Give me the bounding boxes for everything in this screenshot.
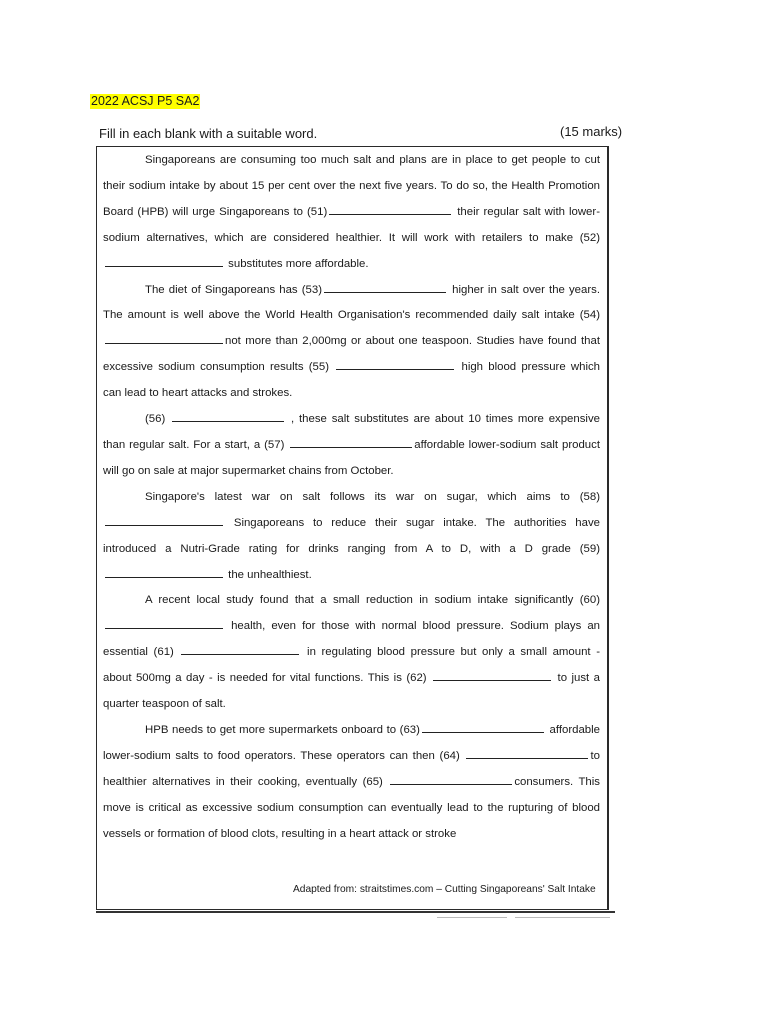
marks-label: (15 marks) xyxy=(560,124,623,139)
passage-text: substitutes more affordable. xyxy=(228,257,369,270)
blank-53[interactable] xyxy=(324,280,446,293)
blank-57[interactable] xyxy=(290,435,412,448)
paragraph-3 xyxy=(103,407,600,485)
paragraph-1 xyxy=(103,148,600,278)
passage-text: in regulating blood pressure but only a small amount - about 500mg a day - is needed for vital functions. This is (62) xyxy=(103,646,600,685)
blank-62[interactable] xyxy=(433,668,551,681)
passage-text: Singaporeans are consuming too much salt and plans are in place to get people to cut their sodium intake by about 15 per cent over the next five years. To do so, the Health Promotion Board (HPB) will urge Singaporeans to (51) xyxy=(103,154,600,218)
passage-text: affordable lower-sodium salts to food operators. These operators can then (64) xyxy=(103,723,600,762)
blank-64[interactable] xyxy=(466,746,588,759)
passage-text: their regular salt with lower-sodium alternatives, which are considered healthier. It will work with retailers to make (52) xyxy=(103,205,600,244)
passage-text: health, even for those with normal blood pressure. Sodium plays an essential (61) xyxy=(103,620,600,659)
paragraph-2 xyxy=(103,278,600,408)
instruction-text: Fill in each blank with a suitable word. xyxy=(99,126,318,141)
passage-text: The diet of Singaporeans has (53) xyxy=(145,283,323,296)
blank-63[interactable] xyxy=(422,720,544,733)
blank-55[interactable] xyxy=(336,357,454,370)
passage-text: higher in salt over the years. The amount is well above the World Health Organisation's recommended daily salt intake (54) xyxy=(103,283,601,322)
passage-text: (56) xyxy=(145,413,166,426)
passage-text: to healthier alternatives in their cooking, eventually (65) xyxy=(103,749,600,788)
passage-text: HPB needs to get more supermarkets onboard to (63) xyxy=(145,723,420,736)
blank-65[interactable] xyxy=(390,772,512,785)
passage-text: , these salt substitutes are about 10 times more expensive than regular salt. For a start, a (57) xyxy=(103,413,600,451)
passage-text: to just a quarter teaspoon of salt. xyxy=(103,672,601,711)
cloze-passage xyxy=(103,148,600,847)
blank-54[interactable] xyxy=(105,331,223,344)
passage-text: A recent local study found that a small reduction in sodium intake significantly (60) xyxy=(145,594,600,607)
passage-text: the unhealthiest. xyxy=(228,568,312,581)
blank-51[interactable] xyxy=(329,202,451,215)
passage-text: not more than 2,000mg or about one teaspoon. Studies have found that excessive sodium consumption results (55) xyxy=(103,335,600,374)
passage-text: Singapore's latest war on salt follows its war on sugar, which aims to (58) xyxy=(145,490,600,503)
blank-60[interactable] xyxy=(105,616,223,629)
blank-58[interactable] xyxy=(105,513,223,526)
bottom-divider xyxy=(96,911,615,913)
scan-artifact xyxy=(437,917,507,918)
passage-text: consumers. This move is critical as excessive sodium consumption can eventually lead to the rupturing of blood vessels or formation of blood clots, resulting in a heart attack or stroke xyxy=(103,775,600,840)
scan-artifact xyxy=(515,917,610,918)
blank-61[interactable] xyxy=(181,642,299,655)
passage-text: Singaporeans to reduce their sugar intake. The authorities have introduced a Nutri-Grade rating for drinks ranging from A to D, with a D grade (59) xyxy=(103,516,600,555)
paragraph-5 xyxy=(103,588,600,718)
passage-text: high blood pressure which can lead to heart attacks and strokes. xyxy=(103,361,600,400)
blank-52[interactable] xyxy=(105,254,223,267)
passage-text: affordable lower-sodium salt product will go on sale at major supermarket chains from October. xyxy=(103,438,600,477)
paragraph-6 xyxy=(103,718,600,848)
source-citation: Adapted from: straitstimes.com – Cutting Singaporeans' Salt Intake xyxy=(293,884,596,895)
exam-tag: 2022 ACSJ P5 SA2 xyxy=(91,94,200,108)
paragraph-4 xyxy=(103,485,600,589)
blank-56[interactable] xyxy=(172,409,284,422)
blank-59[interactable] xyxy=(105,565,223,578)
